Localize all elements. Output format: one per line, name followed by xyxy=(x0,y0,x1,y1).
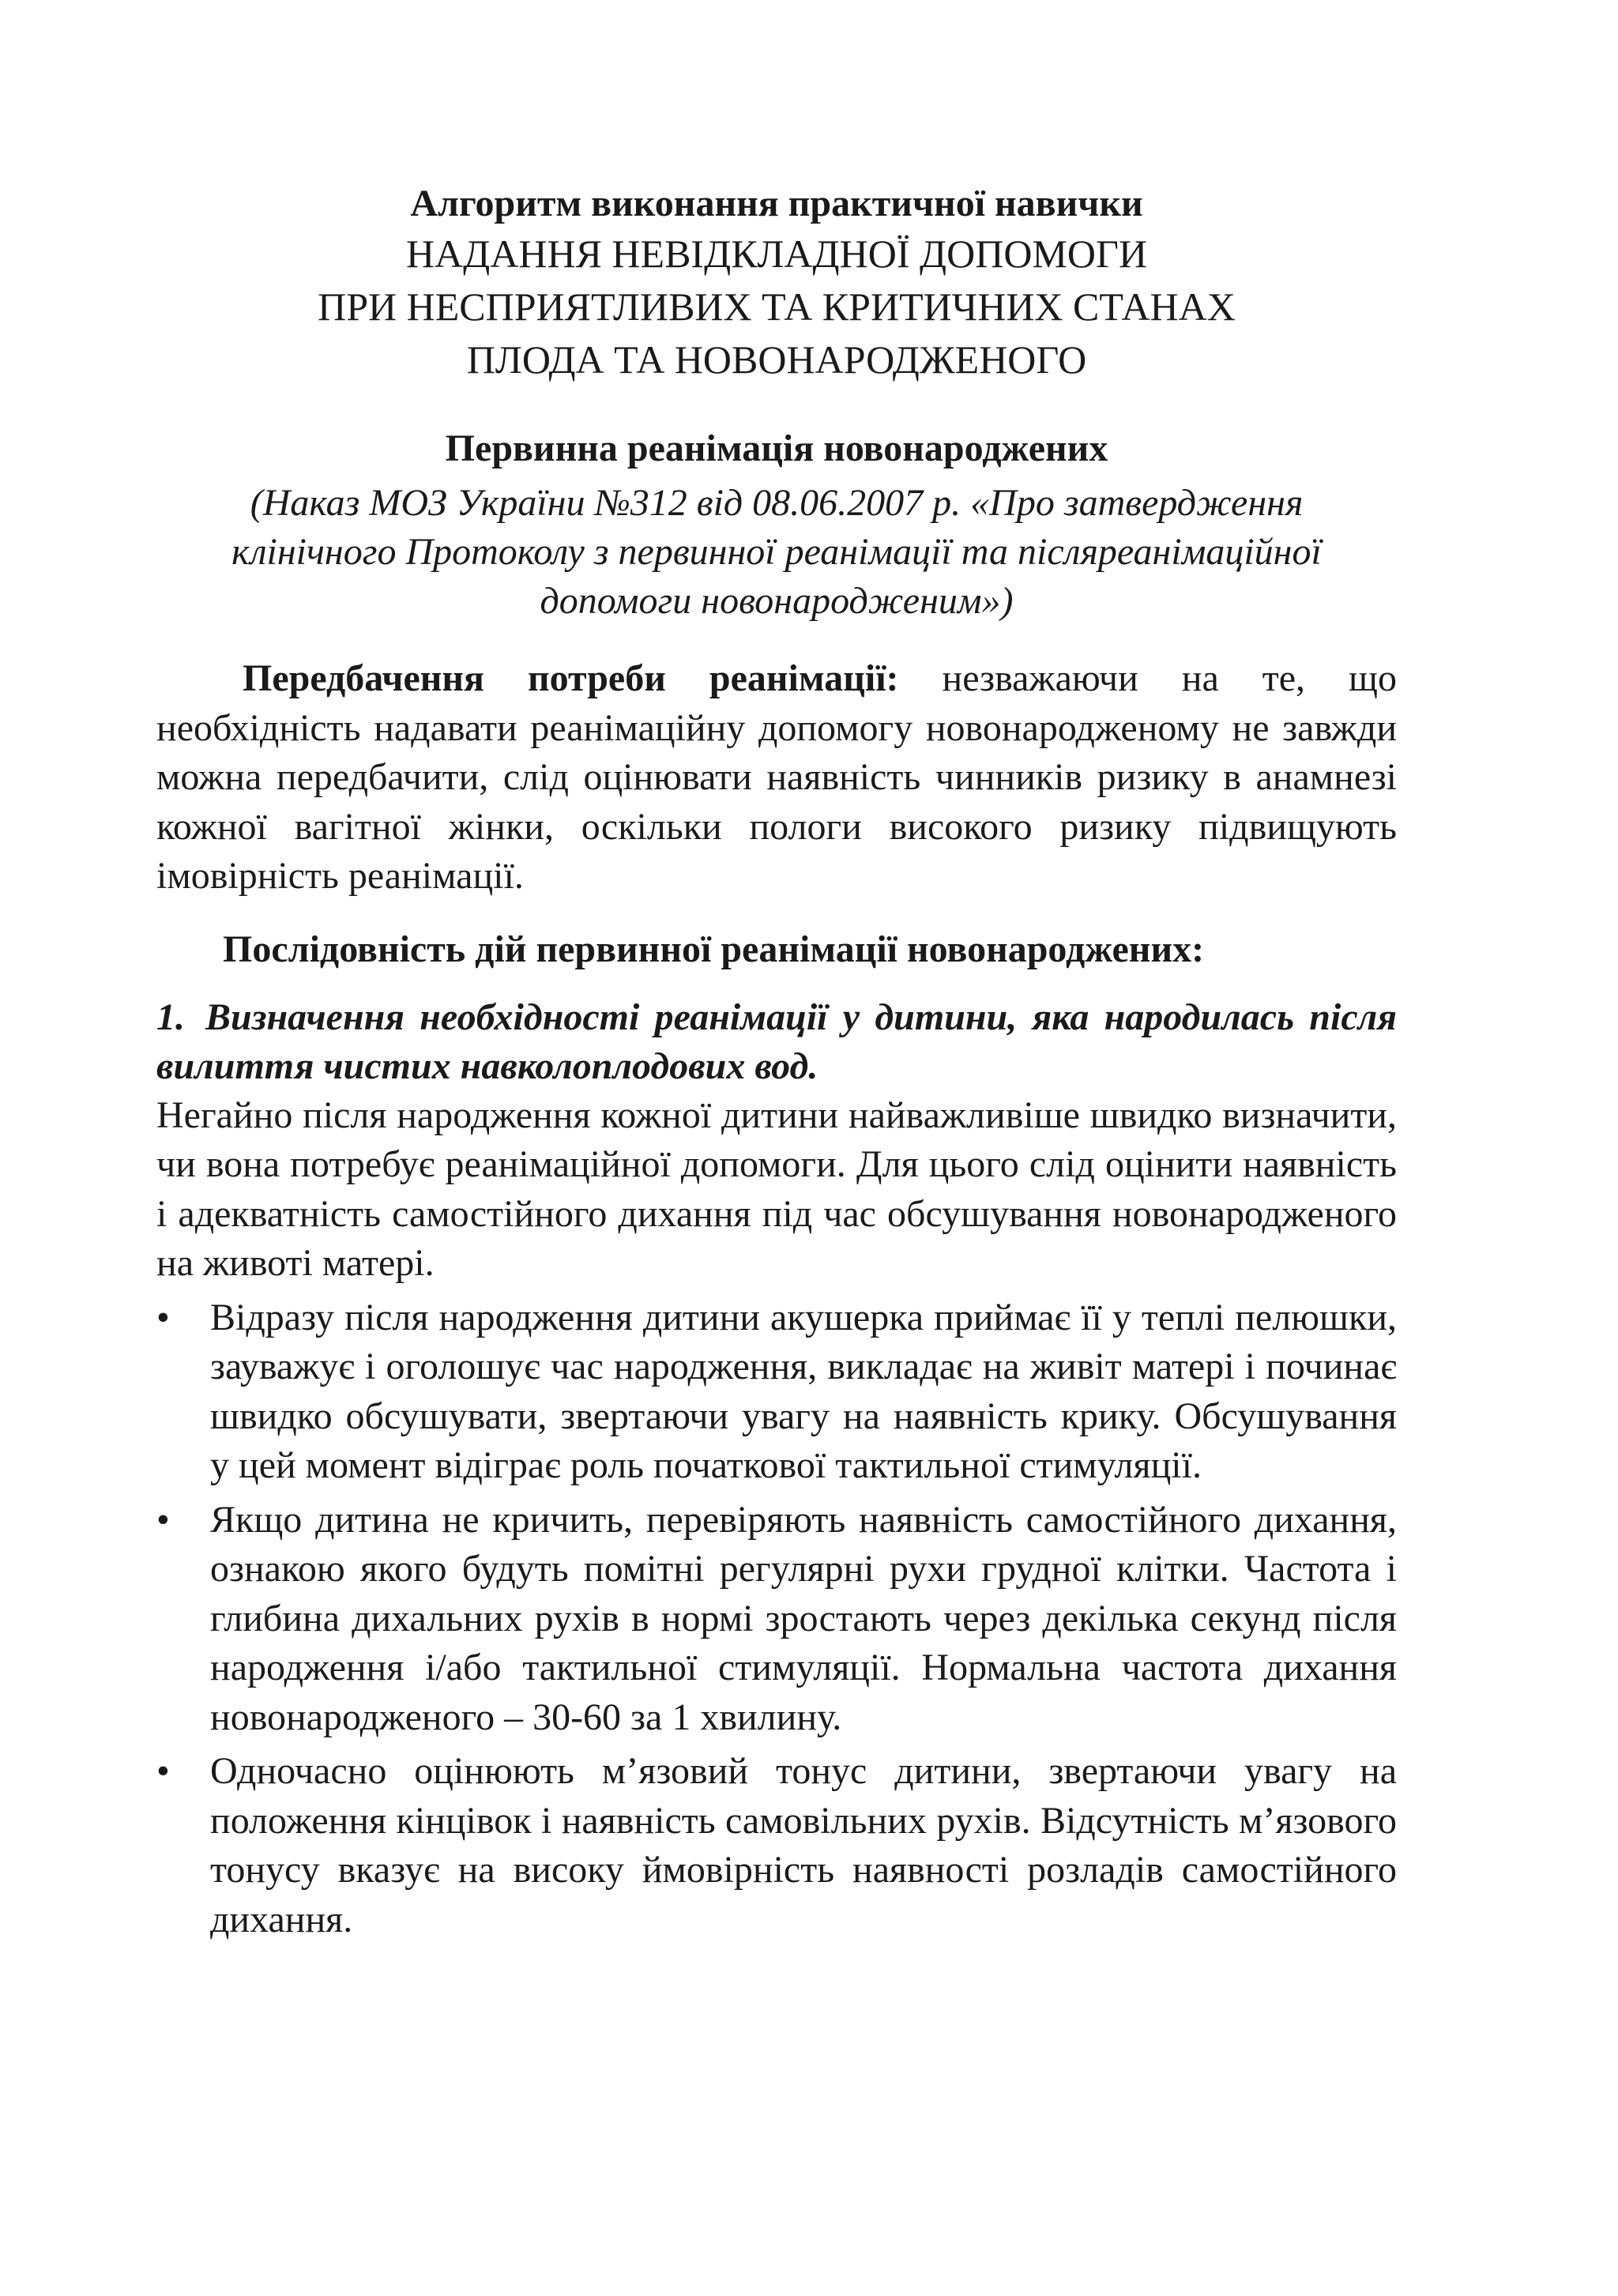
document-heading xyxy=(156,180,1397,386)
list-item xyxy=(156,1496,1397,1743)
bullet-list xyxy=(156,1293,1397,1945)
list-item-text: Одночасно оцінюють м’язовий тонус дитини, звертаючи увагу на положення кінцівок і наявність самовільних рухів. Відсутність м’язового тонусу вказує на високу ймовірність наявності розладів самостійного дихання. xyxy=(210,1750,1397,1940)
order-line-1: (Наказ МОЗ України №312 від 08.06.2007 р. «Про затвердження xyxy=(250,482,1304,524)
step-1-title-text: Визначення необхідності реанімації у дитини, яка народилась після вилиття чистих навколоплодових вод. xyxy=(156,996,1397,1087)
bullet-icon: • xyxy=(156,1498,170,1541)
heading-line-1: Алгоритм виконання практичної навички xyxy=(410,183,1143,224)
bullet-icon: • xyxy=(156,1296,170,1338)
list-item xyxy=(156,1293,1397,1491)
sequence-heading: Послідовність дій первинної реанімації новонароджених: xyxy=(223,928,1205,970)
step-1-paragraph: Негайно після народження кожної дитини найважливіше швидко визначити, чи вона потребує реанімаційної допомоги. Для цього слід оцінити наявність і адекватність самостійного дихання під час обсушування новонародженого на животі матері. xyxy=(156,1093,1397,1284)
intro-lead: Передбачення потреби реанімації: xyxy=(243,657,899,699)
intro-paragraph xyxy=(156,654,1397,901)
list-item xyxy=(156,1747,1397,1944)
heading-line-2: НАДАННЯ НЕВІДКЛАДНОЇ ДОПОМОГИ xyxy=(405,231,1148,276)
heading-line-3: ПРИ НЕСПРИЯТЛИВИХ ТА КРИТИЧНИХ СТАНАХ xyxy=(318,284,1236,329)
heading-line-4: ПЛОДА ТА НОВОНАРОДЖЕНОГО xyxy=(466,337,1087,382)
step-1-number: 1. xyxy=(156,996,185,1038)
order-line-3: допомоги новонародженим») xyxy=(540,580,1014,622)
order-reference xyxy=(156,479,1397,626)
intro-text: незважаючи на те, що необхідність надавати реанімаційну допомогу новонародженому не завжди можна передбачити, слід оцінювати наявність чинників ризику в анамнезі кожної вагітної жінки, оскільки пологи високого ризику підвищують імовірність реанімації. xyxy=(156,657,1397,897)
order-line-2: клінічного Протоколу з первинної реанімації та післяреанімаційної xyxy=(231,531,1322,573)
list-item-text: Відразу після народження дитини акушерка приймає її у теплі пелюшки, зауважує і оголошує час народження, викладає на живіт матері і починає швидко обсушувати, звертаючи увагу на наявність крику. Обсушування у цей момент відіграє роль початкової тактильної стимуляції. xyxy=(210,1296,1397,1486)
section-title: Первинна реанімація новонароджених xyxy=(445,427,1108,469)
bullet-icon: • xyxy=(156,1750,170,1792)
document-page xyxy=(156,180,1397,1944)
step-1-title xyxy=(156,993,1397,1091)
list-item-text: Якщо дитина не кричить, перевіряють наявність самостійного дихання, ознакою якого будуть помітні регулярні рухи грудної клітки. Частота і глибина дихальних рухів в нормі зростають через декілька секунд після народження і/або тактильної стимуляції. Нормальна частота дихання новонародженого – 30-60 за 1 хвилину. xyxy=(210,1498,1397,1738)
